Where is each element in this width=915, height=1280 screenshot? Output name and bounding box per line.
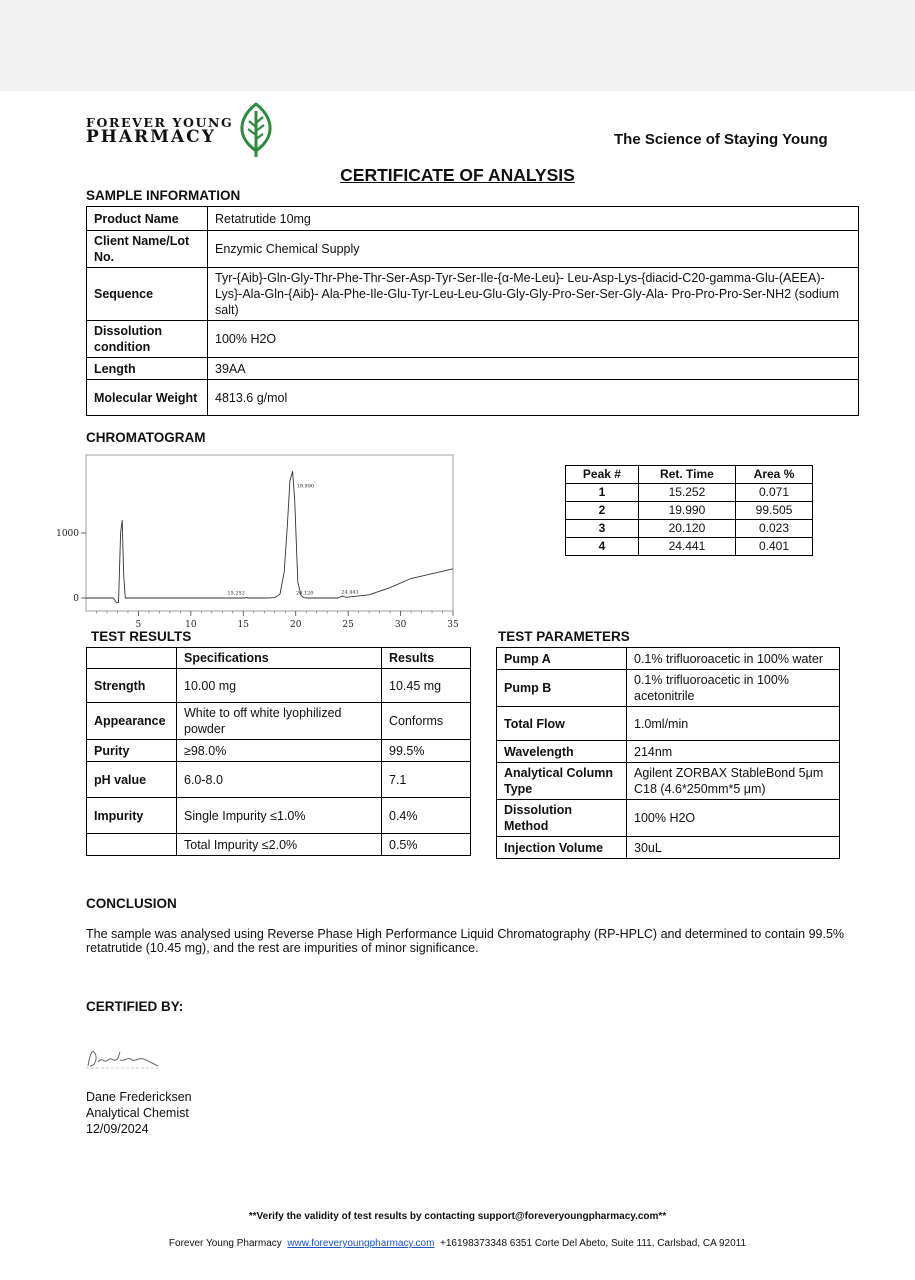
results-cell: Single Impurity ≤1.0% xyxy=(177,798,382,834)
peak-cell: 0.401 xyxy=(736,538,813,556)
plot-frame xyxy=(86,455,453,611)
sample-label: Molecular Weight xyxy=(87,380,208,416)
chromatogram-trace xyxy=(86,471,453,602)
peak-row xyxy=(566,502,813,520)
results-cell: 99.5% xyxy=(382,740,471,762)
results-cell: 7.1 xyxy=(382,762,471,798)
certified-date: 12/09/2024 xyxy=(86,1122,149,1136)
peak-annotation: 24.441 xyxy=(341,589,359,596)
parameter-label: Injection Volume xyxy=(497,837,627,859)
chromatogram-chart xyxy=(50,450,470,630)
sample-value: 4813.6 g/mol xyxy=(208,380,859,416)
parameter-value: Agilent ZORBAX StableBond 5μm C18 (4.6*250mm*5 μm) xyxy=(627,763,840,800)
peak-annotation: 20.120 xyxy=(295,590,314,597)
results-cell: Conforms xyxy=(382,703,471,740)
sample-value: 39AA xyxy=(208,358,859,380)
certifier-name: Dane Fredericksen xyxy=(86,1090,192,1104)
parameter-value: 214nm xyxy=(627,741,840,763)
sample-label: Client Name/Lot No. xyxy=(87,231,208,268)
chromatogram-heading: CHROMATOGRAM xyxy=(86,430,206,445)
parameter-row xyxy=(497,707,840,741)
results-cell: Appearance xyxy=(87,703,177,740)
sample-row xyxy=(87,380,859,416)
peak-row xyxy=(566,520,813,538)
sample-value: 100% H2O xyxy=(208,321,859,358)
sample-row xyxy=(87,358,859,380)
results-cell: 10.45 mg xyxy=(382,669,471,703)
parameter-label: Dissolution Method xyxy=(497,800,627,837)
y-tick-label: 1000 xyxy=(56,529,79,539)
x-tick-label: 15 xyxy=(237,620,250,630)
y-tick-label: 0 xyxy=(73,594,79,604)
sample-row xyxy=(87,207,859,231)
leaf-logo-icon xyxy=(236,101,276,159)
results-header: Specifications xyxy=(177,648,382,669)
results-cell: 6.0-8.0 xyxy=(177,762,382,798)
results-cell: ≥98.0% xyxy=(177,740,382,762)
sample-value: Tyr-{Aib}-Gln-Gly-Thr-Phe-Thr-Ser-Asp-Tyr-Ser-Ile-{α-Me-Leu}- Leu-Asp-Lys-{diacid-C20-gamma-Glu-(AEEA)-Lys}-Ala-Gln-{Aib}- Ala-Phe-Ile-Glu-Tyr-Leu-Leu-Glu-Gly-Gly-Pro-Ser-Ser-Gly-Ala- Pro-Pro-Pro-Ser-NH2 (sodium salt) xyxy=(208,268,859,321)
peak-cell: 0.071 xyxy=(736,484,813,502)
results-cell: Impurity xyxy=(87,798,177,834)
test-results-heading: TEST RESULTS xyxy=(91,629,192,644)
results-cell: pH value xyxy=(87,762,177,798)
peak-header: Area % xyxy=(736,466,813,484)
footer-contact xyxy=(0,1238,915,1249)
sample-row xyxy=(87,321,859,358)
parameter-label: Total Flow xyxy=(497,707,627,741)
parameter-label: Pump A xyxy=(497,648,627,670)
x-tick-label: 30 xyxy=(394,620,407,630)
website-link[interactable]: www.foreveryoungpharmacy.com xyxy=(287,1238,435,1249)
x-tick-label: 35 xyxy=(447,620,459,630)
peak-cell: 15.252 xyxy=(638,484,735,502)
results-cell: Strength xyxy=(87,669,177,703)
test-results-table xyxy=(86,647,471,856)
results-row xyxy=(87,740,471,762)
peak-cell: 20.120 xyxy=(638,520,735,538)
results-cell: 10.00 mg xyxy=(177,669,382,703)
parameter-value: 1.0ml/min xyxy=(627,707,840,741)
results-cell: White to off white lyophilized powder xyxy=(177,703,382,740)
x-tick-label: 10 xyxy=(185,620,197,630)
peak-header: Peak # xyxy=(566,466,639,484)
peak-cell: 24.441 xyxy=(638,538,735,556)
parameter-value: 0.1% trifluoroacetic in 100% acetonitrile xyxy=(627,670,840,707)
test-parameters-table xyxy=(496,647,840,859)
peak-table xyxy=(565,465,813,556)
x-tick-label: 25 xyxy=(342,620,354,630)
peak-header: Ret. Time xyxy=(638,466,735,484)
peak-row xyxy=(566,484,813,502)
conclusion-heading: CONCLUSION xyxy=(86,896,177,911)
peak-cell: 1 xyxy=(566,484,639,502)
results-row xyxy=(87,798,471,834)
peak-cell: 19.990 xyxy=(638,502,735,520)
parameter-value: 0.1% trifluoroacetic in 100% water xyxy=(627,648,840,670)
parameter-label: Analytical Column Type xyxy=(497,763,627,800)
x-tick-label: 5 xyxy=(135,620,142,630)
certified-heading: CERTIFIED BY: xyxy=(86,999,184,1014)
results-row xyxy=(87,703,471,740)
peak-annotation: 19.990 xyxy=(296,483,315,490)
parameter-label: Pump B xyxy=(497,670,627,707)
peak-cell: 3 xyxy=(566,520,639,538)
peak-cell: 99.505 xyxy=(736,502,813,520)
results-row xyxy=(87,834,471,856)
peak-annotation: 15.252 xyxy=(227,590,245,597)
parameter-label: Wavelength xyxy=(497,741,627,763)
parameter-row xyxy=(497,763,840,800)
results-header: Results xyxy=(382,648,471,669)
conclusion-text: The sample was analysed using Reverse Phase High Performance Liquid Chromatography (RP-HPLC) and determined to contain 99.5% retatrutide (10.45 mg), and the rest are impurities of minor significance. xyxy=(86,927,845,955)
results-row xyxy=(87,762,471,798)
sample-info-heading: SAMPLE INFORMATION xyxy=(86,188,241,203)
certifier-role: Analytical Chemist xyxy=(86,1106,189,1120)
tagline: The Science of Staying Young xyxy=(614,131,828,148)
peak-cell: 0.023 xyxy=(736,520,813,538)
sample-value: Enzymic Chemical Supply xyxy=(208,231,859,268)
parameter-row xyxy=(497,670,840,707)
peak-row xyxy=(566,538,813,556)
logo-line2: PHARMACY xyxy=(86,127,216,147)
sample-row xyxy=(87,231,859,268)
verify-note: **Verify the validity of test results by contacting support@foreveryoungpharmacy.com** xyxy=(248,1211,667,1222)
parameter-value: 30uL xyxy=(627,837,840,859)
parameter-row xyxy=(497,648,840,670)
certifier-block xyxy=(86,1089,192,1137)
sample-row xyxy=(87,268,859,321)
parameter-row xyxy=(497,741,840,763)
parameter-row xyxy=(497,800,840,837)
results-cell xyxy=(87,834,177,856)
peak-cell: 2 xyxy=(566,502,639,520)
results-cell: 0.5% xyxy=(382,834,471,856)
footer-address: +16198373348 6351 Corte Del Abeto, Suite 111, Carlsbad, CA 92011 xyxy=(440,1238,747,1249)
parameter-value: 100% H2O xyxy=(627,800,840,837)
signature-image xyxy=(84,1046,164,1072)
sample-label: Sequence xyxy=(87,268,208,321)
x-tick-label: 20 xyxy=(289,620,302,630)
footer-company: Forever Young Pharmacy xyxy=(168,1238,282,1249)
sample-label: Dissolution condition xyxy=(87,321,208,358)
top-band xyxy=(0,0,915,91)
sample-value: Retatrutide 10mg xyxy=(208,207,859,231)
sample-label: Product Name xyxy=(87,207,208,231)
parameter-row xyxy=(497,837,840,859)
results-header xyxy=(87,648,177,669)
results-cell: Total Impurity ≤2.0% xyxy=(177,834,382,856)
sample-info-table xyxy=(86,206,859,416)
results-cell: Purity xyxy=(87,740,177,762)
results-row xyxy=(87,669,471,703)
results-cell: 0.4% xyxy=(382,798,471,834)
sample-label: Length xyxy=(87,358,208,380)
peak-cell: 4 xyxy=(566,538,639,556)
logo-line1: FOREVER YOUNG xyxy=(86,115,234,130)
page-title: CERTIFICATE OF ANALYSIS xyxy=(340,165,575,185)
test-parameters-heading: TEST PARAMETERS xyxy=(498,629,630,644)
